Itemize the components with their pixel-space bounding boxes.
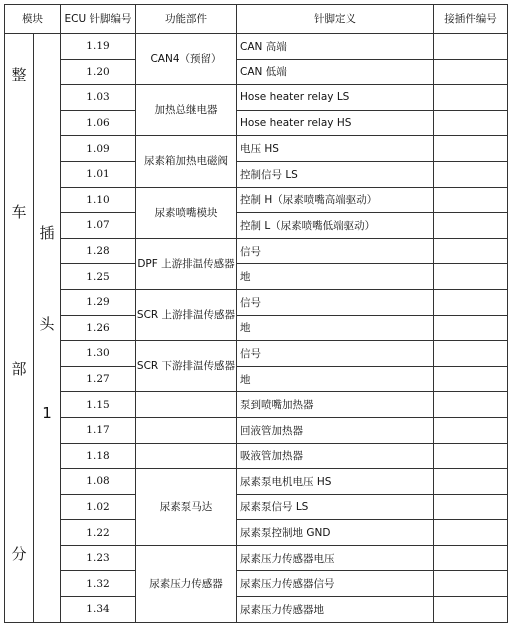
pin-cell: 1.02 [61,494,136,520]
table-row [5,136,508,162]
definition-cell: 尿素压力传感器信号 [237,571,434,597]
connector-cell [434,392,508,418]
table-row [5,264,508,290]
connector-cell [434,187,508,213]
table-row [5,545,508,571]
connector-cell [434,341,508,367]
pin-cell: 1.22 [61,520,136,546]
table-row [5,520,508,546]
pin-cell: 1.32 [61,571,136,597]
pin-cell: 1.03 [61,85,136,111]
table-row [5,110,508,136]
pin-cell: 1.01 [61,161,136,187]
definition-cell: 控制 L（尿素喷嘴低端驱动） [237,213,434,239]
connector-cell [434,136,508,162]
connector-cell [434,469,508,495]
module-inner-char: 1 [42,404,52,422]
definition-cell: 地 [237,366,434,392]
function-cell: 加热总继电器 [136,85,237,136]
table-row [5,59,508,85]
definition-cell: 地 [237,264,434,290]
definition-cell: 尿素泵控制地 GND [237,520,434,546]
pin-cell: 1.26 [61,315,136,341]
definition-cell: CAN 低端 [237,59,434,85]
function-cell [136,392,237,418]
module-outer-char: 部 [11,360,27,378]
pin-cell: 1.09 [61,136,136,162]
pin-cell: 1.20 [61,59,136,85]
function-cell: DPF 上游排温传感器 [136,238,237,289]
pin-cell: 1.17 [61,417,136,443]
module-vehicle-cell [5,34,34,623]
pin-cell: 1.07 [61,213,136,239]
table-row [5,289,508,315]
module-outer-char: 分 [11,545,27,563]
pin-cell: 1.23 [61,545,136,571]
definition-cell: 控制 H（尿素喷嘴高端驱动） [237,187,434,213]
pin-cell: 1.18 [61,443,136,469]
function-cell: 尿素喷嘴模块 [136,187,237,238]
definition-cell: 泵到喷嘴加热器 [237,392,434,418]
connector-cell [434,545,508,571]
function-cell: 尿素箱加热电磁阀 [136,136,237,187]
connector-cell [434,238,508,264]
table-row [5,238,508,264]
module-inner-char: 头 [39,315,55,333]
pin-cell: 1.10 [61,187,136,213]
connector-cell [434,264,508,290]
pin-definition-table [4,4,508,623]
pin-cell: 1.19 [61,34,136,60]
table-row [5,366,508,392]
header-function: 功能部件 [136,5,237,34]
definition-cell: 电压 HS [237,136,434,162]
definition-cell: 尿素泵电机电压 HS [237,469,434,495]
definition-cell: 信号 [237,238,434,264]
pin-cell: 1.15 [61,392,136,418]
module-inner-char: 插 [39,224,55,242]
table-row [5,213,508,239]
table-row [5,494,508,520]
header-connector: 接插件编号 [434,5,508,34]
function-cell [136,417,237,443]
header-pin: ECU 针脚编号 [61,5,136,34]
table-row [5,443,508,469]
table-row [5,469,508,495]
definition-cell: 信号 [237,341,434,367]
pin-cell: 1.30 [61,341,136,367]
definition-cell: Hose heater relay HS [237,110,434,136]
connector-cell [434,417,508,443]
definition-cell: Hose heater relay LS [237,85,434,111]
connector-cell [434,443,508,469]
definition-cell: 回液管加热器 [237,417,434,443]
table-header-row [5,5,508,34]
pin-cell: 1.27 [61,366,136,392]
module-outer-char: 整 [11,66,27,84]
connector-cell [434,34,508,60]
function-cell: SCR 下游排温传感器 [136,341,237,392]
table-row [5,392,508,418]
connector-cell [434,85,508,111]
connector-cell [434,315,508,341]
module-connector-cell [34,34,61,623]
definition-cell: 地 [237,315,434,341]
connector-cell [434,494,508,520]
pin-cell: 1.29 [61,289,136,315]
function-cell: SCR 上游排温传感器 [136,289,237,340]
connector-cell [434,110,508,136]
table-row [5,85,508,111]
definition-cell: 尿素压力传感器电压 [237,545,434,571]
pin-cell: 1.08 [61,469,136,495]
table-row [5,315,508,341]
pin-cell: 1.06 [61,110,136,136]
definition-cell: 尿素压力传感器地 [237,597,434,623]
module-outer-char: 车 [11,203,27,221]
table-row [5,187,508,213]
connector-cell [434,597,508,623]
pin-cell: 1.34 [61,597,136,623]
definition-cell: 控制信号 LS [237,161,434,187]
connector-cell [434,289,508,315]
connector-cell [434,59,508,85]
definition-cell: 信号 [237,289,434,315]
connector-cell [434,161,508,187]
pin-cell: 1.25 [61,264,136,290]
definition-cell: 尿素泵信号 LS [237,494,434,520]
table-row [5,571,508,597]
table-row [5,341,508,367]
pin-cell: 1.28 [61,238,136,264]
connector-cell [434,520,508,546]
header-module: 模块 [5,5,61,34]
function-cell: 尿素泵马达 [136,469,237,546]
function-cell [136,443,237,469]
connector-cell [434,366,508,392]
connector-cell [434,213,508,239]
header-definition: 针脚定义 [237,5,434,34]
table-row [5,34,508,60]
definition-cell: CAN 高端 [237,34,434,60]
function-cell: CAN4（预留） [136,34,237,85]
function-cell: 尿素压力传感器 [136,545,237,622]
table-row [5,417,508,443]
definition-cell: 吸液管加热器 [237,443,434,469]
table-row [5,161,508,187]
connector-cell [434,571,508,597]
table-row [5,597,508,623]
